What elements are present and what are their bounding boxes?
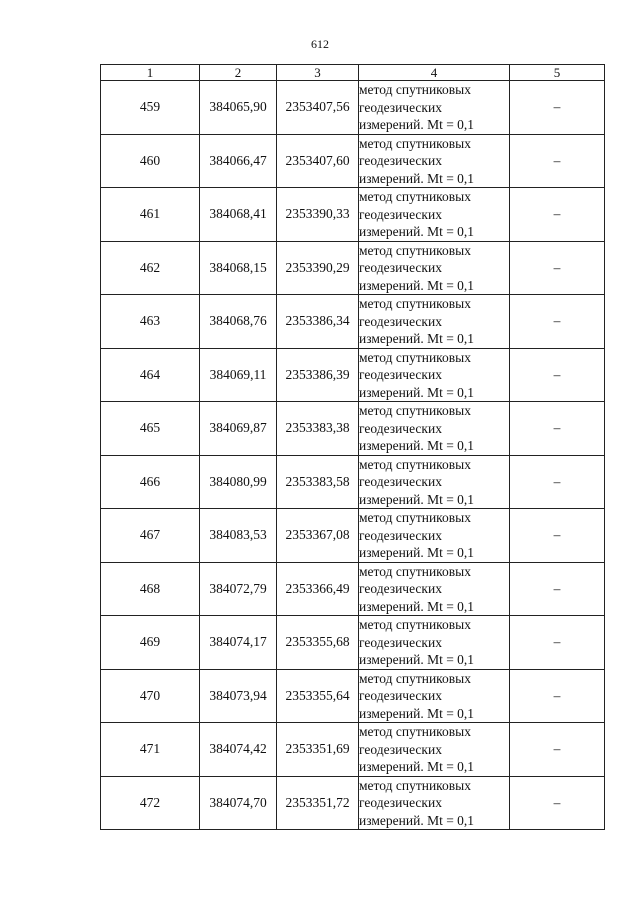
y-coordinate-cell: 2353355,64 [277, 669, 359, 723]
x-coordinate-cell: 384072,79 [200, 562, 277, 616]
method-line-2: геодезических [359, 474, 442, 489]
method-line-1: метод спутниковых [359, 456, 471, 472]
note-cell: – [510, 188, 605, 242]
table-row [101, 723, 605, 777]
table-row [101, 241, 605, 295]
table-row [101, 402, 605, 456]
table-row [101, 348, 605, 402]
method-line-1: метод спутниковых [359, 403, 471, 418]
method-cell [359, 348, 510, 402]
method-line-1: метод спутниковых [359, 777, 471, 793]
point-number-cell: 465 [101, 402, 200, 456]
method-line-1: метод спутниковых [359, 242, 471, 258]
y-coordinate-cell: 2353386,39 [277, 348, 359, 402]
table-row [101, 616, 605, 670]
method-line-3: измерений. Mt = 0,1 [359, 491, 475, 507]
point-number-cell: 468 [101, 562, 200, 616]
table-row [101, 562, 605, 616]
point-number-cell: 472 [101, 776, 200, 830]
page-number: 612 [311, 37, 329, 51]
table-header-row [101, 65, 605, 81]
note-cell: – [510, 295, 605, 349]
point-number-cell: 470 [101, 669, 200, 723]
x-coordinate-cell: 384069,87 [200, 402, 277, 456]
point-number-cell: 464 [101, 348, 200, 402]
table-row [101, 509, 605, 563]
note-cell: – [510, 455, 605, 509]
table-row [101, 776, 605, 830]
note-cell: – [510, 241, 605, 295]
method-cell [359, 402, 510, 456]
method-line-3: измерений. Mt = 0,1 [359, 117, 475, 132]
method-cell [359, 295, 510, 349]
method-cell [359, 81, 510, 135]
method-cell [359, 669, 510, 723]
method-line-2: геодезических [359, 795, 442, 810]
method-cell [359, 455, 510, 509]
x-coordinate-cell: 384065,90 [200, 81, 277, 135]
note-cell: – [510, 562, 605, 616]
note-cell: – [510, 509, 605, 563]
y-coordinate-cell: 2353390,29 [277, 241, 359, 295]
table-row [101, 134, 605, 188]
method-line-1: метод спутниковых [359, 82, 471, 97]
method-cell [359, 616, 510, 670]
method-line-1: метод спутниковых [359, 617, 471, 632]
method-line-3: измерений. Mt = 0,1 [359, 598, 475, 614]
method-line-2: геодезических [359, 260, 442, 275]
method-line-3: измерений. Mt = 0,1 [359, 705, 475, 721]
note-cell: – [510, 348, 605, 402]
method-line-2: геодезических [359, 99, 442, 115]
method-line-3: измерений. Mt = 0,1 [359, 331, 475, 346]
column-header: 3 [277, 65, 359, 81]
x-coordinate-cell: 384068,41 [200, 188, 277, 242]
method-line-2: геодезических [359, 313, 442, 329]
x-coordinate-cell: 384074,17 [200, 616, 277, 670]
table-row [101, 295, 605, 349]
method-cell [359, 241, 510, 295]
method-line-3: измерений. Mt = 0,1 [359, 384, 475, 400]
column-header: 2 [200, 65, 277, 81]
y-coordinate-cell: 2353386,34 [277, 295, 359, 349]
method-cell [359, 562, 510, 616]
x-coordinate-cell: 384068,15 [200, 241, 277, 295]
x-coordinate-cell: 384073,94 [200, 669, 277, 723]
y-coordinate-cell: 2353366,49 [277, 562, 359, 616]
method-line-3: измерений. Mt = 0,1 [359, 170, 475, 186]
method-line-2: геодезических [359, 688, 442, 703]
method-line-2: геодезических [359, 206, 442, 222]
method-line-1: метод спутниковых [359, 510, 471, 525]
method-cell [359, 723, 510, 777]
point-number-cell: 469 [101, 616, 200, 670]
point-number-cell: 463 [101, 295, 200, 349]
x-coordinate-cell: 384068,76 [200, 295, 277, 349]
method-line-1: метод спутниковых [359, 563, 471, 579]
method-line-1: метод спутниковых [359, 349, 471, 365]
method-line-2: геодезических [359, 420, 442, 436]
x-coordinate-cell: 384069,11 [200, 348, 277, 402]
y-coordinate-cell: 2353367,08 [277, 509, 359, 563]
method-cell [359, 188, 510, 242]
y-coordinate-cell: 2353390,33 [277, 188, 359, 242]
note-cell: – [510, 669, 605, 723]
column-header: 4 [359, 65, 510, 81]
method-cell [359, 776, 510, 830]
method-line-2: геодезических [359, 581, 442, 596]
method-line-3: измерений. Mt = 0,1 [359, 438, 475, 453]
method-line-2: геодезических [359, 153, 442, 168]
x-coordinate-cell: 384074,70 [200, 776, 277, 830]
x-coordinate-cell: 384066,47 [200, 134, 277, 188]
method-line-3: измерений. Mt = 0,1 [359, 224, 475, 239]
note-cell: – [510, 81, 605, 135]
x-coordinate-cell: 384083,53 [200, 509, 277, 563]
method-line-1: метод спутниковых [359, 296, 471, 311]
y-coordinate-cell: 2353351,72 [277, 776, 359, 830]
y-coordinate-cell: 2353355,68 [277, 616, 359, 670]
x-coordinate-cell: 384080,99 [200, 455, 277, 509]
x-coordinate-cell: 384074,42 [200, 723, 277, 777]
method-line-3: измерений. Mt = 0,1 [359, 277, 475, 293]
y-coordinate-cell: 2353351,69 [277, 723, 359, 777]
method-line-1: метод спутниковых [359, 135, 471, 151]
y-coordinate-cell: 2353383,38 [277, 402, 359, 456]
method-line-3: измерений. Mt = 0,1 [359, 545, 475, 560]
method-line-2: геодезических [359, 634, 442, 650]
column-header: 1 [101, 65, 200, 81]
y-coordinate-cell: 2353407,56 [277, 81, 359, 135]
point-number-cell: 471 [101, 723, 200, 777]
method-line-1: метод спутниковых [359, 670, 471, 686]
method-line-2: геодезических [359, 741, 442, 757]
note-cell: – [510, 776, 605, 830]
method-line-2: геодезических [359, 527, 442, 543]
point-number-cell: 459 [101, 81, 200, 135]
table-row [101, 669, 605, 723]
table-row [101, 455, 605, 509]
y-coordinate-cell: 2353383,58 [277, 455, 359, 509]
method-line-2: геодезических [359, 367, 442, 382]
method-line-3: измерений. Mt = 0,1 [359, 812, 475, 828]
point-number-cell: 467 [101, 509, 200, 563]
method-line-3: измерений. Mt = 0,1 [359, 652, 475, 667]
coordinates-table [100, 64, 605, 830]
table-row [101, 188, 605, 242]
method-line-1: метод спутниковых [359, 724, 471, 739]
point-number-cell: 460 [101, 134, 200, 188]
table-body [101, 81, 605, 830]
note-cell: – [510, 723, 605, 777]
table-row [101, 81, 605, 135]
column-header: 5 [510, 65, 605, 81]
note-cell: – [510, 402, 605, 456]
method-line-3: измерений. Mt = 0,1 [359, 759, 475, 774]
method-cell [359, 134, 510, 188]
note-cell: – [510, 134, 605, 188]
method-cell [359, 509, 510, 563]
method-line-1: метод спутниковых [359, 189, 471, 204]
note-cell: – [510, 616, 605, 670]
point-number-cell: 466 [101, 455, 200, 509]
point-number-cell: 462 [101, 241, 200, 295]
point-number-cell: 461 [101, 188, 200, 242]
y-coordinate-cell: 2353407,60 [277, 134, 359, 188]
